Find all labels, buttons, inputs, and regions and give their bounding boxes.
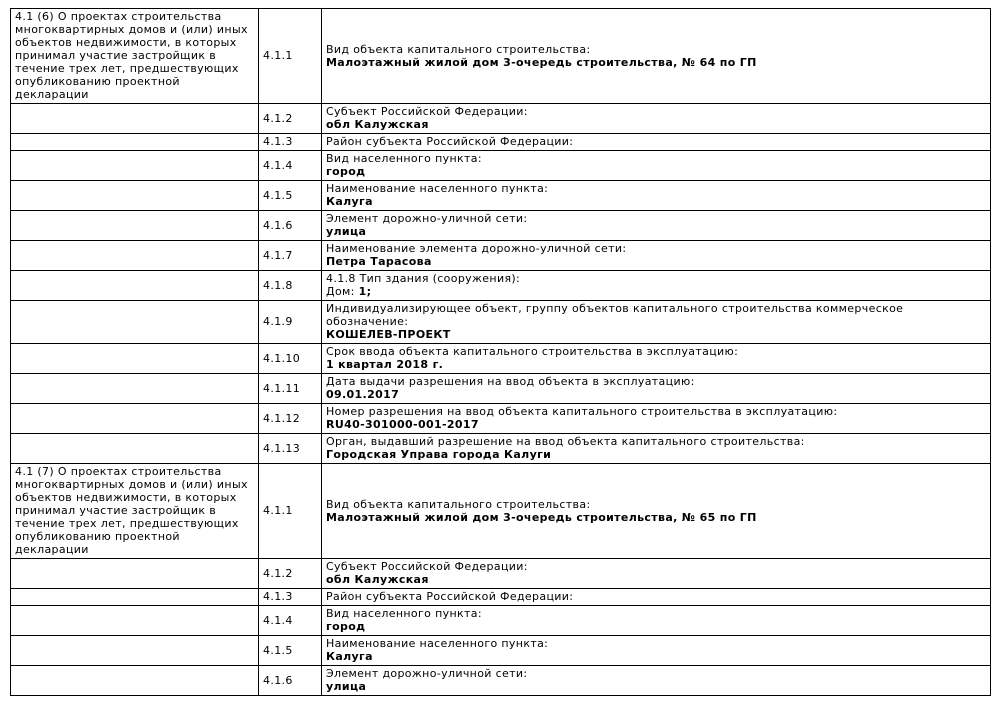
row-code: 4.1.3 [259, 589, 322, 606]
table-row [11, 589, 991, 606]
field-value-line [326, 358, 986, 371]
field-label: Район субъекта Российской Федерации: [326, 135, 574, 148]
field-value: город [326, 165, 366, 178]
section-description-empty-cell [11, 559, 259, 589]
field-value-line [326, 448, 986, 461]
table-row [11, 434, 991, 464]
table-row [11, 9, 991, 104]
section-description: 4.1 (7) О проектах строительства многоквартирных домов и (или) иных объектов недвижимости, в которых принимал участие застройщик в течение трех лет, предшествующих опубликованию проектной декларации [11, 464, 259, 559]
field-cell [322, 374, 991, 404]
field-value-line [326, 511, 986, 524]
field-cell [322, 606, 991, 636]
field-value-prefix: Дом: [326, 285, 359, 298]
field-value-line [326, 680, 986, 693]
section-description-empty-cell [11, 666, 259, 696]
field-label: Дата выдачи разрешения на ввод объекта в эксплуатацию: [326, 375, 695, 388]
field-value: RU40-301000-001-2017 [326, 418, 479, 431]
table-row [11, 404, 991, 434]
row-code: 4.1.8 [259, 271, 322, 301]
section-description-empty-cell [11, 211, 259, 241]
table-body [11, 9, 991, 696]
section-description-empty-cell [11, 589, 259, 606]
section-description-empty-cell [11, 151, 259, 181]
field-value-line [326, 328, 986, 341]
table-row [11, 559, 991, 589]
table-row [11, 301, 991, 344]
table-row [11, 104, 991, 134]
project-declaration-table [10, 8, 991, 696]
field-value: обл Калужская [326, 573, 429, 586]
field-cell [322, 9, 991, 104]
field-cell [322, 104, 991, 134]
field-label: Субъект Российской Федерации: [326, 105, 528, 118]
table-row [11, 464, 991, 559]
field-value-line [326, 56, 986, 69]
field-value-line [326, 118, 986, 131]
table-row [11, 211, 991, 241]
row-code: 4.1.1 [259, 464, 322, 559]
field-cell [322, 666, 991, 696]
row-code: 4.1.2 [259, 559, 322, 589]
field-label: Наименование населенного пункта: [326, 182, 549, 195]
field-value: Городская Управа города Калуги [326, 448, 552, 461]
field-label: Элемент дорожно-уличной сети: [326, 212, 528, 225]
section-description-empty-cell [11, 636, 259, 666]
field-value-line [326, 195, 986, 208]
field-label: Район субъекта Российской Федерации: [326, 590, 574, 603]
field-cell [322, 181, 991, 211]
field-label: Наименование элемента дорожно-уличной сети: [326, 242, 627, 255]
field-value-line [326, 418, 986, 431]
row-code: 4.1.11 [259, 374, 322, 404]
field-label: Орган, выдавший разрешение на ввод объекта капитального строительства: [326, 435, 805, 448]
section-description-empty-cell [11, 301, 259, 344]
field-cell [322, 344, 991, 374]
field-value: 1 квартал 2018 г. [326, 358, 444, 371]
row-code: 4.1.2 [259, 104, 322, 134]
field-value: обл Калужская [326, 118, 429, 131]
field-cell [322, 636, 991, 666]
field-label: Наименование населенного пункта: [326, 637, 549, 650]
table-row [11, 151, 991, 181]
row-code: 4.1.4 [259, 151, 322, 181]
field-value-line [326, 388, 986, 401]
field-value-line [326, 285, 986, 298]
row-code: 4.1.12 [259, 404, 322, 434]
table-row [11, 666, 991, 696]
field-label: Субъект Российской Федерации: [326, 560, 528, 573]
row-code: 4.1.10 [259, 344, 322, 374]
row-code: 4.1.5 [259, 181, 322, 211]
row-code: 4.1.6 [259, 211, 322, 241]
field-value: Малоэтажный жилой дом 3-очередь строительства, № 65 по ГП [326, 510, 757, 524]
field-label: Вид населенного пункта: [326, 607, 482, 620]
field-label: Номер разрешения на ввод объекта капитального строительства в эксплуатацию: [326, 405, 838, 418]
field-label: Вид населенного пункта: [326, 152, 482, 165]
field-cell [322, 241, 991, 271]
section-description-empty-cell [11, 606, 259, 636]
row-code: 4.1.4 [259, 606, 322, 636]
section-description-empty-cell [11, 241, 259, 271]
field-label: Вид объекта капитального строительства: [326, 42, 591, 56]
field-value: улица [326, 680, 367, 693]
table-row [11, 181, 991, 211]
section-description-empty-cell [11, 271, 259, 301]
row-code: 4.1.7 [259, 241, 322, 271]
field-cell [322, 151, 991, 181]
field-label: Элемент дорожно-уличной сети: [326, 667, 528, 680]
field-label: 4.1.8 Тип здания (сооружения): [326, 272, 521, 285]
table-row [11, 344, 991, 374]
table-row [11, 636, 991, 666]
field-value-line [326, 573, 986, 586]
field-label: Срок ввода объекта капитального строительства в эксплуатацию: [326, 345, 739, 358]
field-value-line [326, 225, 986, 238]
section-description-empty-cell [11, 104, 259, 134]
field-value-line [326, 620, 986, 633]
field-value: Калуга [326, 195, 373, 208]
field-cell [322, 271, 991, 301]
field-value: Петра Тарасова [326, 255, 432, 268]
row-code: 4.1.1 [259, 9, 322, 104]
field-value: КОШЕЛЕВ-ПРОЕКТ [326, 328, 451, 341]
field-cell [322, 434, 991, 464]
field-cell [322, 211, 991, 241]
field-cell [322, 134, 991, 151]
section-description-empty-cell [11, 134, 259, 151]
field-cell [322, 301, 991, 344]
row-code: 4.1.13 [259, 434, 322, 464]
field-label: Вид объекта капитального строительства: [326, 497, 591, 511]
row-code: 4.1.6 [259, 666, 322, 696]
row-code: 4.1.3 [259, 134, 322, 151]
section-description: 4.1 (6) О проектах строительства многоквартирных домов и (или) иных объектов недвижимости, в которых принимал участие застройщик в течение трех лет, предшествующих опубликованию проектной декларации [11, 9, 259, 104]
field-cell [322, 559, 991, 589]
field-value: Малоэтажный жилой дом 3-очередь строительства, № 64 по ГП [326, 55, 757, 69]
section-description-empty-cell [11, 181, 259, 211]
field-value: 1; [358, 285, 372, 298]
field-cell [322, 589, 991, 606]
field-value-line [326, 165, 986, 178]
field-value: улица [326, 225, 367, 238]
field-value: город [326, 620, 366, 633]
row-code: 4.1.5 [259, 636, 322, 666]
field-cell [322, 404, 991, 434]
field-value: 09.01.2017 [326, 388, 400, 401]
table-row [11, 271, 991, 301]
table-row [11, 241, 991, 271]
table-row [11, 374, 991, 404]
table-row [11, 606, 991, 636]
section-description-empty-cell [11, 434, 259, 464]
section-description-empty-cell [11, 404, 259, 434]
field-value-line [326, 255, 986, 268]
field-label: Индивидуализирующее объект, группу объектов капитального строительства коммерческое обозначение: [326, 302, 904, 328]
field-value-line [326, 650, 986, 663]
table-row [11, 134, 991, 151]
field-cell [322, 464, 991, 559]
section-description-empty-cell [11, 344, 259, 374]
section-description-empty-cell [11, 374, 259, 404]
field-value: Калуга [326, 650, 373, 663]
row-code: 4.1.9 [259, 301, 322, 344]
